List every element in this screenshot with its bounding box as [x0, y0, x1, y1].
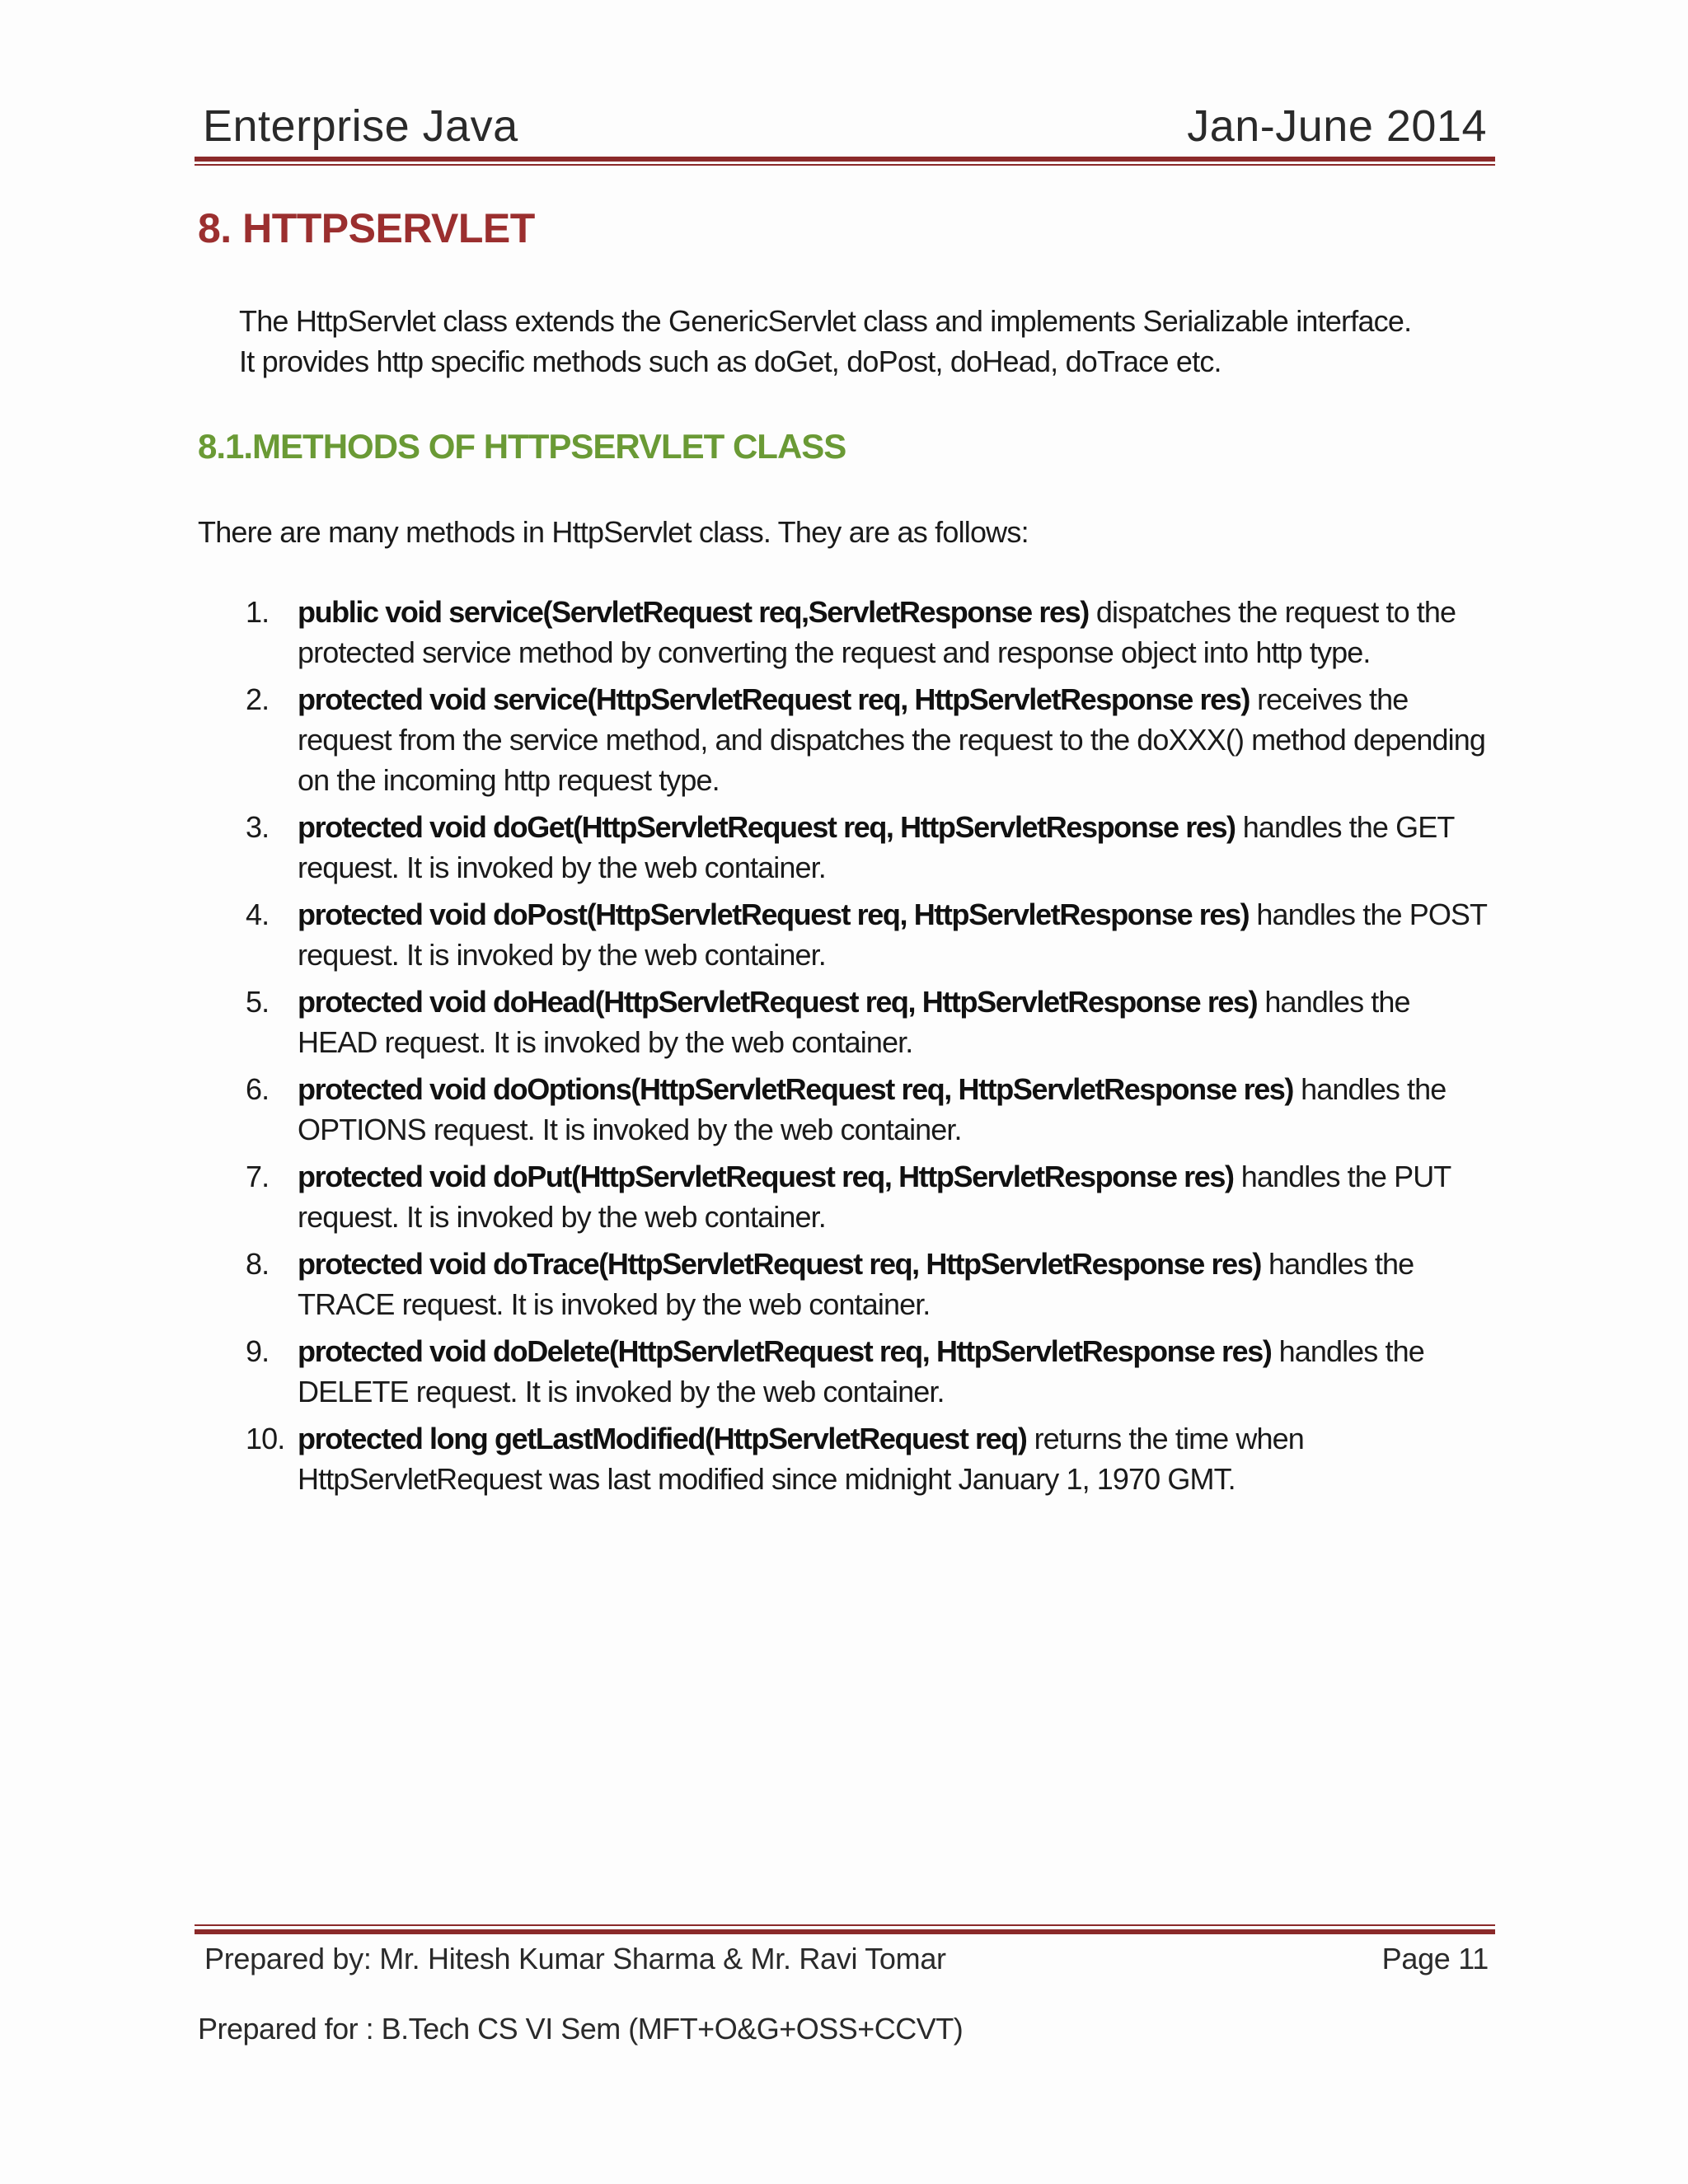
list-number: 8. — [246, 1247, 270, 1281]
method-description: handles the HEAD request. It is invoked by the web container. — [298, 985, 1410, 1059]
section-heading: 8. HTTPSERVLET — [198, 205, 535, 251]
method-signature: public void service(ServletRequest req,ServletResponse res) — [298, 595, 1089, 629]
method-description: handles the PUT request. It is invoked by the web container. — [298, 1160, 1451, 1234]
list-item — [0, 1418, 1493, 1499]
method-description: handles the POST request. It is invoked by the web container. — [298, 898, 1487, 972]
method-description: handles the DELETE request. It is invoked by the web container. — [298, 1334, 1424, 1408]
method-signature: protected void doHead(HttpServletRequest req, HttpServletResponse res) — [298, 985, 1258, 1019]
method-description: returns the time when HttpServletRequest was last modified since midnight January 1, 1970 GMT. — [298, 1422, 1304, 1496]
page-header — [198, 97, 1492, 155]
method-description: handles the GET request. It is invoked by the web container. — [298, 810, 1454, 884]
subsection-lead: There are many methods in HttpServlet class. They are as follows: — [198, 515, 1029, 549]
list-item — [0, 592, 1493, 673]
list-item — [0, 807, 1493, 888]
list-item — [0, 982, 1493, 1062]
method-description: dispatches the request to the protected service method by converting the request and response object into http type. — [298, 595, 1456, 669]
list-item — [0, 679, 1493, 800]
method-description: handles the TRACE request. It is invoked by the web container. — [298, 1247, 1414, 1321]
footer-page-number: Page 11 — [1381, 1942, 1489, 1975]
method-signature: protected void doOptions(HttpServletRequest req, HttpServletResponse res) — [298, 1072, 1294, 1106]
list-number: 1. — [246, 595, 270, 629]
subsection-heading: 8.1.METHODS OF HTTPSERVLET CLASS — [198, 427, 846, 466]
intro-line: It provides http specific methods such as doGet, doPost, doHead, doTrace etc. — [239, 344, 1221, 378]
list-number: 4. — [246, 898, 270, 931]
header-date: Jan-June 2014 — [1187, 101, 1487, 151]
method-signature: protected void service(HttpServletRequest req, HttpServletResponse res) — [298, 682, 1250, 716]
method-description: receives the request from the service method, and dispatches the request to the doXXX() method depending on the incoming http request type. — [298, 682, 1486, 797]
footer-prepared-for: Prepared for : B.Tech CS VI Sem (MFT+O&G+OSS+CCVT) — [198, 2012, 964, 2046]
footer-rule-thin — [195, 1924, 1495, 1926]
header-rule-thick — [195, 157, 1495, 162]
list-item — [0, 894, 1493, 975]
method-signature: protected void doTrace(HttpServletRequest req, HttpServletResponse res) — [298, 1247, 1261, 1281]
header-title: Enterprise Java — [203, 101, 518, 151]
section-intro — [239, 301, 1508, 382]
list-item — [0, 1244, 1493, 1324]
intro-line: The HttpServlet class extends the GenericServlet class and implements Serializable interface. — [239, 304, 1412, 338]
header-rule-thin — [195, 164, 1495, 166]
list-number: 10. — [246, 1422, 285, 1455]
list-number: 6. — [246, 1072, 270, 1106]
methods-list — [0, 592, 1525, 1506]
method-description: handles the OPTIONS request. It is invoked by the web container. — [298, 1072, 1447, 1146]
list-number: 3. — [246, 810, 270, 844]
method-signature: protected void doDelete(HttpServletRequest req, HttpServletResponse res) — [298, 1334, 1272, 1368]
list-item — [0, 1069, 1493, 1150]
list-number: 7. — [246, 1160, 270, 1193]
footer-prepared-by: Prepared by: Mr. Hitesh Kumar Sharma & Mr. Ravi Tomar — [204, 1942, 946, 1975]
list-number: 5. — [246, 985, 270, 1019]
list-item — [0, 1331, 1493, 1412]
list-item — [0, 1156, 1493, 1237]
method-signature: protected void doGet(HttpServletRequest req, HttpServletResponse res) — [298, 810, 1236, 844]
list-number: 2. — [246, 682, 270, 716]
method-signature: protected long getLastModified(HttpServletRequest req) — [298, 1422, 1027, 1455]
method-signature: protected void doPut(HttpServletRequest req, HttpServletResponse res) — [298, 1160, 1234, 1193]
list-number: 9. — [246, 1334, 270, 1368]
method-signature: protected void doPost(HttpServletRequest req, HttpServletResponse res) — [298, 898, 1250, 931]
footer-rule-thick — [195, 1929, 1495, 1934]
